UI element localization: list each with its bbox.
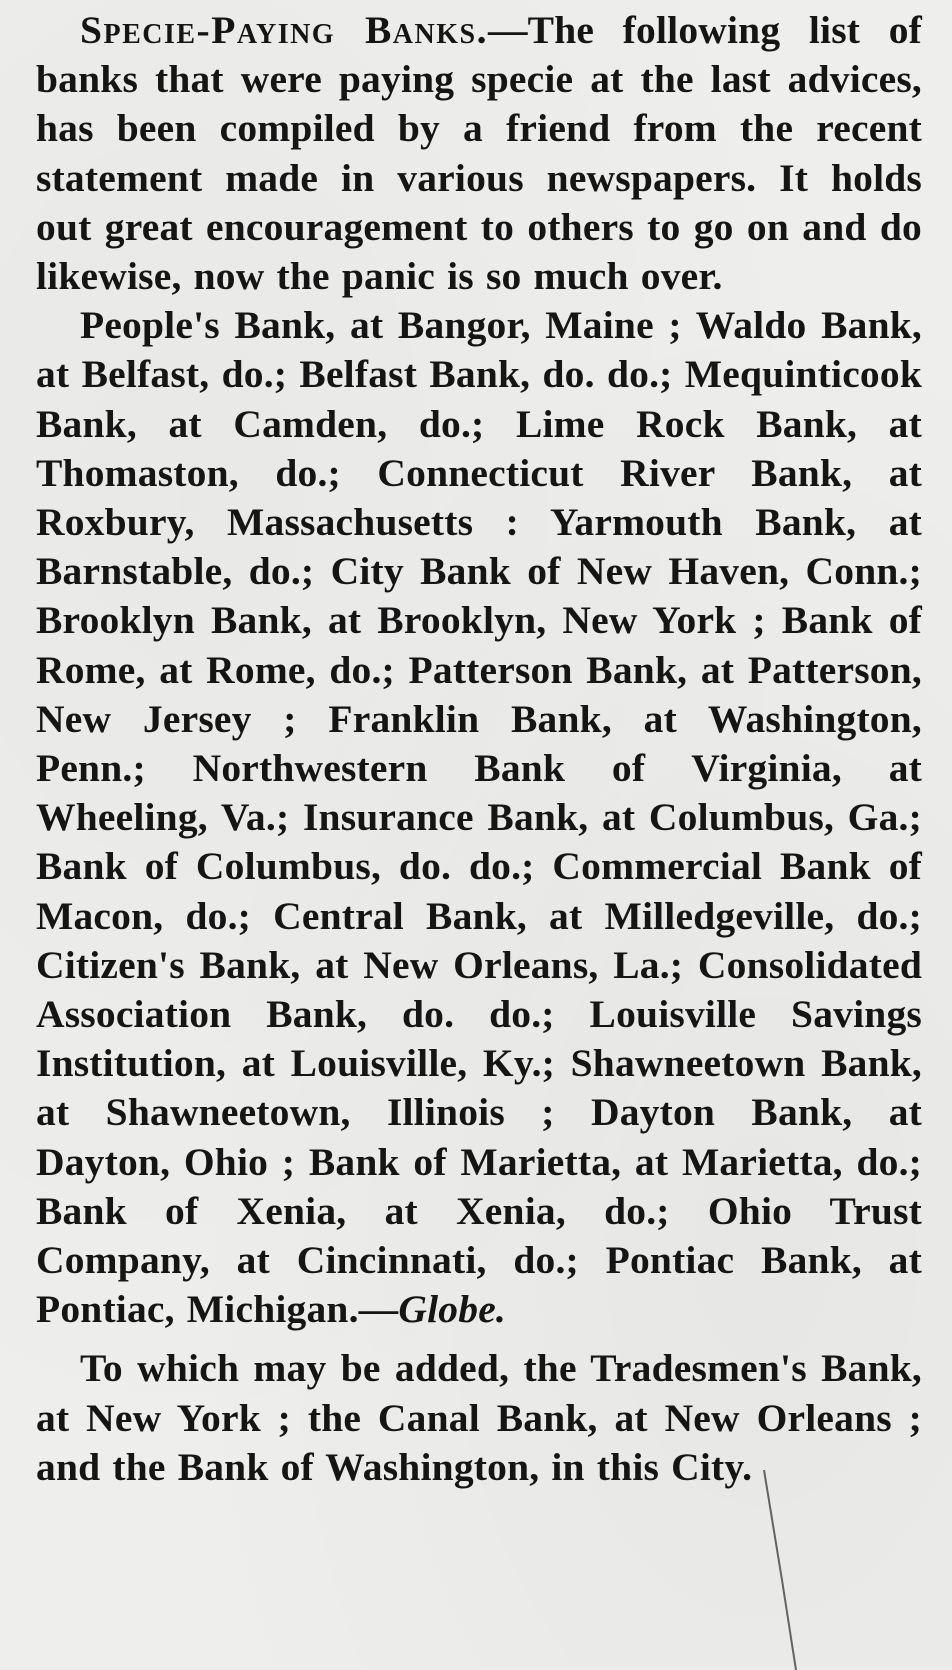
- source-credit: Globe.: [398, 1287, 506, 1332]
- bank-list-text: People's Bank, at Bangor, Maine ; Waldo Bank, at Belfast, do.; Belfast Bank, do. do.; Mequinticook Bank, at Camden, do.; Lime Rock Bank, at Thomaston, do.; Connecticut River Bank, at Roxbury, Massachusetts : Yarmouth Bank, at Barnstable, do.; City Bank of New Haven, Conn.; Brooklyn Bank, at Brooklyn, New York ; Bank of Rome, at Rome, do.; Patterson Bank, at Patterson, New Jersey ; Franklin Bank, at Washington, Penn.; Northwestern Bank of Virginia, at Wheeling, Va.; Insurance Bank, at Columbus, Ga.; Bank of Columbus, do. do.; Commercial Bank of Macon, do.; Central Bank, at Milledgeville, do.; Citizen's Bank, at New Orleans, La.; Consolidated Association Bank, do. do.; Louisville Savings Institution, at Louisville, Ky.; Shawneetown Bank, at Shawneetown, Illinois ; Dayton Bank, at Dayton, Ohio ; Bank of Marietta, at Marietta, do.; Bank of Xenia, at Xenia, do.; Ohio Trust Company, at Cincinnati, do.; Pontiac Bank, at Pontiac, Michigan.—: [36, 303, 922, 1332]
- addendum-paragraph: [36, 1344, 922, 1492]
- paper-crease-mark: [760, 1470, 800, 1670]
- bank-list-paragraph: [36, 301, 922, 1334]
- article-heading: Specie-Paying Banks.: [80, 8, 488, 52]
- intro-text: —The following list of banks that were paying specie at the last advices, has been compiled by a friend from the recent statement made in various newspapers. It holds out great encouragement to others to go on and do likewise, now the panic is so much over.: [36, 8, 922, 299]
- article-column: [36, 6, 922, 1492]
- intro-paragraph: [36, 6, 922, 301]
- addendum-text: To which may be added, the Tradesmen's Bank, at New York ; the Canal Bank, at New Orleans ; and the Bank of Washington, in this City.: [36, 1346, 922, 1489]
